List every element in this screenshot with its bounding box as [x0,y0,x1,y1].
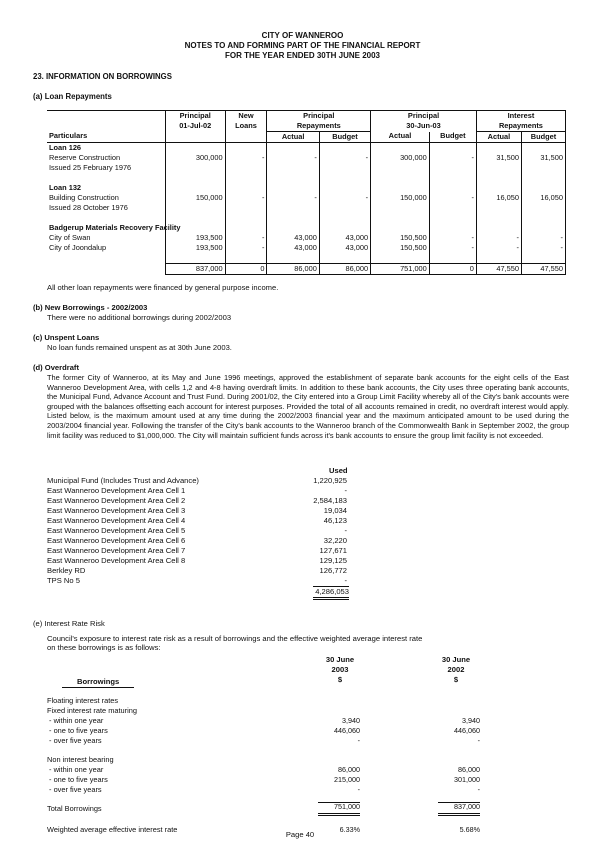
maturity-label: - over five years [47,785,102,794]
value-2002: - [477,736,480,745]
loan-issue-date: Issued 25 February 1976 [49,162,132,172]
total-2003: 751,000 [318,802,360,816]
account-used: 127,671 [319,546,347,555]
table-row [47,163,566,173]
overdraft-row [47,486,347,496]
overdraft-total: 4,286,053 [313,586,349,600]
value-2003: 446,060 [334,726,360,735]
account-name: East Wanneroo Development Area Cell 4 [47,516,186,525]
cell-value: 31,500 [521,153,565,163]
account-used: - [344,526,347,535]
account-used: 129,125 [319,556,347,565]
account-name: East Wanneroo Development Area Cell 7 [47,546,186,555]
overdraft-row [47,526,347,536]
cell-value: - [476,233,521,243]
col-budget: Budget [429,132,476,143]
col-principal: Principal [165,111,225,122]
loan-issue-date: Issued 28 October 1976 [49,202,128,212]
cell-value: 16,050 [521,193,565,203]
section-c-text: No loan funds remained unspent as at 30th June 2003. [47,343,232,352]
row-label: City of Joondalup [49,242,107,252]
borrowings-label: Borrowings [62,677,134,688]
table-row [47,203,566,213]
cell-value: - [225,193,267,203]
overdraft-row [47,556,347,566]
cell-value: 193,500 [165,243,225,253]
col-2003-unit: $ [337,675,343,684]
table-header-row [47,121,566,132]
col-2002-label: 30 June [441,655,471,664]
account-name: East Wanneroo Development Area Cell 6 [47,536,186,545]
cell-value: - [225,153,267,163]
col-new: New [225,111,267,122]
cell-value: - [267,193,319,203]
col-particulars: Particulars [47,132,165,143]
account-name: East Wanneroo Development Area Cell 3 [47,506,186,515]
overdraft-row [47,536,347,546]
cell-value: 150,500 [371,243,430,253]
account-used: 32,220 [323,536,347,545]
cell-value: 31,500 [476,153,521,163]
report-org: CITY OF WANNEROO [261,31,344,40]
section-a-heading: (a) Loan Repayments [33,92,112,101]
total-2002: 837,000 [438,802,480,816]
col-2003-year: 2003 [331,665,349,674]
interest-intro-1: Council's exposure to interest rate risk as a result of borrowings and the effective weighted average interest rate [47,634,423,643]
total-value: 751,000 [371,264,430,275]
maturity-label: - one to five years [47,726,108,735]
account-name: Municipal Fund (Includes Trust and Advance) [47,476,199,485]
account-used: 1,220,925 [313,476,347,485]
cell-value: 150,000 [371,193,430,203]
total-value: 86,000 [267,264,319,275]
account-used: 126,772 [319,566,347,575]
total-value: 86,000 [319,264,370,275]
cell-value: - [225,243,267,253]
floating-label: Floating interest rates [47,696,119,705]
col-2002-unit: $ [453,675,459,684]
cell-value: - [521,243,565,253]
table-row [47,233,566,243]
col-loans: Loans [225,121,267,132]
report-period: FOR THE YEAR ENDED 30TH JUNE 2003 [224,51,380,60]
cell-value: 43,000 [319,233,370,243]
col-budget: Budget [319,132,370,143]
table-row [47,183,566,193]
section-b-heading: (b) New Borrowings - 2002/2003 [33,303,148,312]
total-borrowings-label: Total Borrowings [47,804,102,813]
interest-intro-2: on these borrowings is as follows: [47,643,161,652]
cell-value: 193,500 [165,233,225,243]
maturity-label: - over five years [47,736,102,745]
cell-value: 16,050 [476,193,521,203]
col-date-close: 30-Jun-03 [371,121,477,132]
page-number: Page 40 [285,830,315,839]
table-header-row [47,111,566,122]
account-name: East Wanneroo Development Area Cell 8 [47,556,186,565]
overdraft-row [47,516,347,526]
overdraft-row [47,566,347,576]
cell-value: - [267,153,319,163]
value-2002: 301,000 [454,775,480,784]
value-2003: - [357,785,360,794]
cell-value: - [429,243,476,253]
rate-label: Weighted average effective interest rate [47,825,178,834]
col-interest-repayments: Repayments [476,121,565,132]
used-header: Used [329,466,348,475]
col-principal-closing: Principal [371,111,477,122]
value-2003: 3,940 [342,716,360,725]
nonint-label: Non interest bearing [47,755,114,764]
maturity-label: - within one year [47,765,104,774]
col-actual: Actual [267,132,319,143]
loan-title: Loan 126 [49,142,82,152]
section-e-heading: (e) Interest Rate Risk [33,619,105,628]
cell-value: - [429,153,476,163]
table-spacer [47,173,566,183]
col-budget: Budget [521,132,565,143]
cell-value: - [225,233,267,243]
account-name: East Wanneroo Development Area Cell 1 [47,486,186,495]
account-name: East Wanneroo Development Area Cell 2 [47,496,186,505]
account-name: Berkley RD [47,566,86,575]
loan-purpose: Building Construction [49,192,119,202]
value-2003: 215,000 [334,775,360,784]
loan-note: All other loan repayments were financed by general purpose income. [47,283,279,292]
cell-value: - [429,233,476,243]
total-value: 837,000 [165,264,225,275]
col-2003-label: 30 June [325,655,355,664]
cell-value: 150,000 [165,193,225,203]
fixed-label: Fixed interest rate maturing [47,706,137,715]
col-2002-year: 2002 [447,665,465,674]
cell-value: - [429,193,476,203]
cell-value: - [319,193,370,203]
loan-purpose: Reserve Construction [49,152,121,162]
loan-title: Loan 132 [49,182,82,192]
value-2002: 86,000 [458,765,480,774]
value-2002: 446,060 [454,726,480,735]
section-d-heading: (d) Overdraft [33,363,79,372]
total-value: 0 [225,264,267,275]
cell-value: - [476,243,521,253]
cell-value: - [319,153,370,163]
loan-repayments-table [47,110,566,275]
section-c-heading: (c) Unspent Loans [33,333,100,342]
overdraft-row [47,506,347,516]
col-repayments: Repayments [267,121,371,132]
table-row [47,143,566,154]
cell-value: 150,500 [371,233,430,243]
value-2002: 3,940 [462,716,480,725]
account-used: - [344,576,347,585]
table-header-row [47,132,566,143]
maturity-label: - within one year [47,716,104,725]
overdraft-paragraph: The former City of Wanneroo, at its May and June 1996 meetings, approved the establishment of separate bank accounts for the eight cells of the East Wanneroo Development Area, with cells 1,2 and 4-8 having overdraft limits. In addition to these bank accounts, the City uses three operating bank accounts, the Municipal Fund, Advance Account and Trust Fund. During 2001/02, the City entered into a Group Limit Facility whereby all of the City's bank accounts were grouped with the balances offsetting each account for interest purposes. Provided the total of all accounts remained in credit, no overdraft interest would apply. Listed below, is the maximum amount used at any time during the 2002/2003 financial year and the maximum anticipated amount to be used during the 2003/2004 financial year. Following the transfer of the City's bank accounts to the Wanneroo branch of the Commonwealth Bank in September 2002, the group limit facility was reduced to $1,000,000. The City will maintain sufficient funds across it's bank accounts to ensure the group limit facility is not exceeded. [47,373,569,440]
total-value: 47,550 [476,264,521,275]
col-principal-repayments: Principal [267,111,371,122]
table-row [47,223,566,233]
col-actual: Actual [476,132,521,143]
rate-2002: 5.68% [459,825,480,834]
overdraft-row [47,496,347,506]
cell-value: 43,000 [319,243,370,253]
table-row [47,243,566,253]
account-used: 19,034 [323,506,347,515]
account-used: - [344,486,347,495]
cell-value: 43,000 [267,243,319,253]
overdraft-row [47,476,347,486]
row-label: City of Swan [49,232,91,242]
account-used: 2,584,183 [313,496,347,505]
totals-row [47,264,566,275]
table-row [47,153,566,163]
table-row [47,193,566,203]
section-b-text: There were no additional borrowings during 2002/2003 [47,313,232,322]
value-2003: 86,000 [338,765,360,774]
col-actual: Actual [371,132,430,143]
cell-value: 43,000 [267,233,319,243]
overdraft-row [47,546,347,556]
cell-value: 300,000 [371,153,430,163]
total-value: 47,550 [521,264,565,275]
value-2002: - [477,785,480,794]
section-title: 23. INFORMATION ON BORROWINGS [33,72,172,81]
col-interest: Interest [476,111,565,122]
cell-value: 300,000 [165,153,225,163]
account-used: 46,123 [323,516,347,525]
total-value: 0 [429,264,476,275]
report-title: NOTES TO AND FORMING PART OF THE FINANCIAL REPORT [184,41,421,50]
value-2003: - [357,736,360,745]
rate-2003: 6.33% [339,825,360,834]
cell-value: - [521,233,565,243]
table-spacer [47,253,566,264]
overdraft-row [47,576,347,586]
table-spacer [47,213,566,223]
loan-title: Badgerup Materials Recovery Facility [49,222,181,232]
col-date-open: 01-Jul-02 [165,121,225,132]
maturity-label: - one to five years [47,775,108,784]
account-name: East Wanneroo Development Area Cell 5 [47,526,186,535]
account-name: TPS No 5 [47,576,80,585]
